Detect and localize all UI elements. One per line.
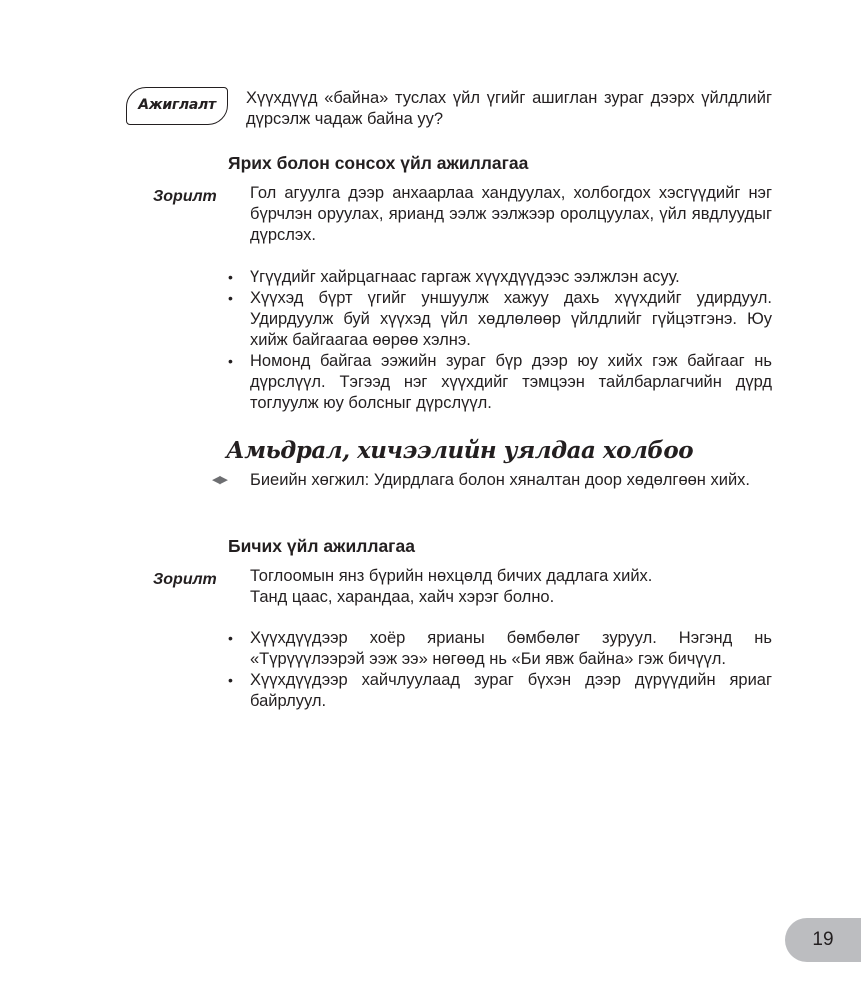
list-item [226, 267, 772, 288]
speaking-heading: Ярих болон сонсох үйл ажиллагаа [228, 153, 529, 173]
writing-bullet-list [226, 628, 772, 712]
observation-badge: Ажиглалт [126, 87, 228, 125]
bullet-icon: • [228, 630, 233, 646]
connection-title: Амьдрал, хичээлийн уялдаа холбоо [226, 437, 694, 464]
speaking-bullet-list [226, 267, 772, 414]
bullet-icon: • [228, 353, 233, 369]
observation-text: Хүүхдүүд «байна» туслах үйл үгийг ашиглан зураг дээрх үйлдлийг дүрсэлж чадаж байна уу? [246, 89, 772, 128]
list-item [226, 351, 772, 414]
list-item-text: Номонд байгаа ээжийн зураг бүр дээр юу хийх гэж байгааг нь дүрслүүл. Тэгээд нэг хүүхдийг тэмцээн тайлбарлагчийн дүрд тоглуулж юу болсныг дүрслүүл. [250, 352, 772, 412]
list-item [226, 628, 772, 670]
speaking-goal-text: Гол агуулга дээр анхаарлаа хандуулах, холбогдох хэсгүүдийг нэг бүрчлэн оруулах, ярианд ээлж ээлжээр оролцуулах, үйл явдлуудыг дүрслэх. [250, 184, 772, 244]
page-number: 19 [785, 918, 861, 962]
bullet-icon: • [228, 672, 233, 688]
bullet-icon: • [228, 269, 233, 285]
list-item-text: Хүүхдүүдээр хоёр ярианы бөмбөлөг зуруул. Нэгэнд нь «Түрүүүлээрэй ээж ээ» нөгөөд нь «Би явж байна» гэж бичүүл. [250, 629, 772, 668]
speaking-goal-label: Зорилт [153, 188, 217, 205]
list-item-text: Үгүүдийг хайрцагнаас гаргаж хүүхдүүдээс ээлжлэн асуу. [250, 268, 680, 286]
left-right-arrows-icon: ◀▶ [212, 474, 227, 486]
writing-goal-label: Зорилт [153, 571, 217, 588]
writing-goal-line-2: Танд цаас, харандаа, хайч хэрэг болно. [250, 588, 555, 606]
list-item [226, 288, 772, 351]
writing-goal-line-1: Тоглоомын янз бүрийн нөхцөлд бичих дадлага хийх. [250, 567, 653, 585]
bullet-icon: • [228, 290, 233, 306]
connection-text: Биеийн хөгжил: Удирдлага болон хяналтан доор хөдөлгөөн хийх. [250, 471, 751, 489]
list-item-text: Хүүхдүүдээр хайчлуулаад зураг бүхэн дээр дүрүүдийн яриаг байрлуул. [250, 671, 772, 710]
writing-heading: Бичих үйл ажиллагаа [228, 536, 415, 556]
list-item [226, 670, 772, 712]
list-item-text: Хүүхэд бүрт үгийг уншуулж хажуу дахь хүүхдийг удирдуул. Удирдуулж буй хүүхэд үйл хөдлөлөөр үйлдлийг гүйцэтгэнэ. Юу хийж байгаагаа өөрөө хэлнэ. [250, 289, 772, 349]
